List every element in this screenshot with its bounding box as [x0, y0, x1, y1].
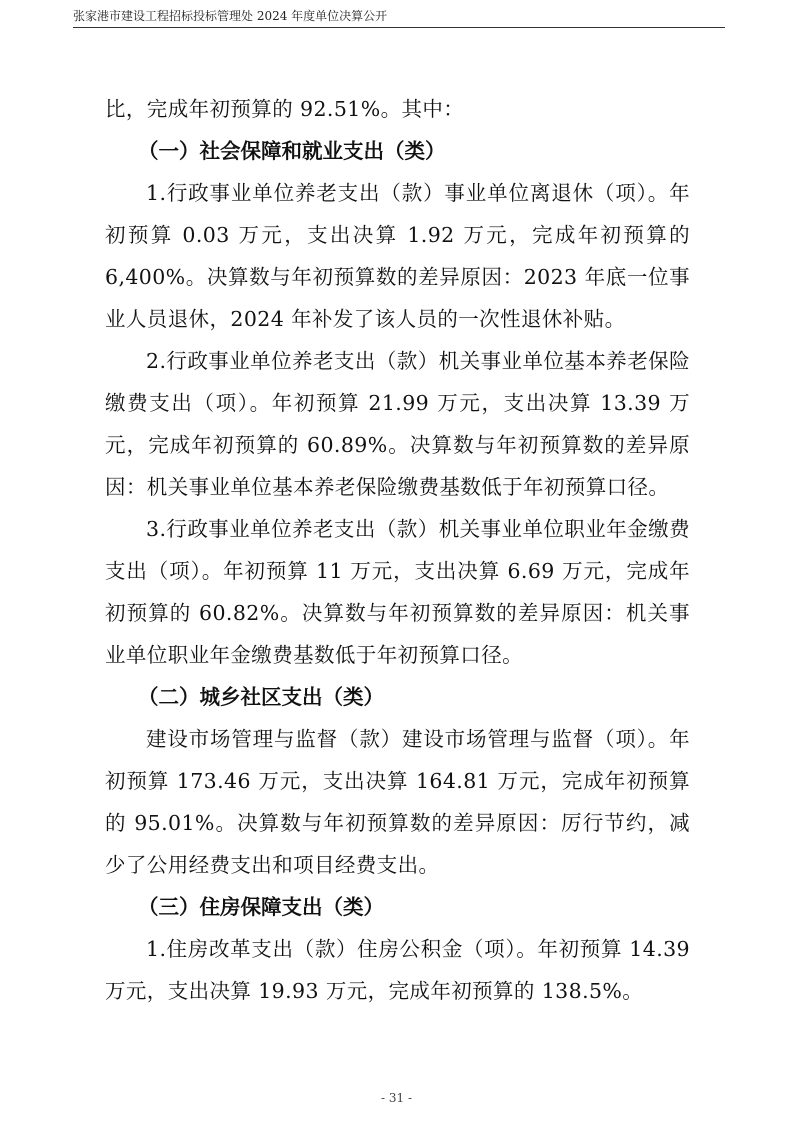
paragraph-retirement: 1.行政事业单位养老支出（款）事业单位离退休（项）。年初预算 0.03 万元，支出决算 1.92 万元，完成年初预算的 6,400%。决算数与年初预算数的差异原因：2023 年底一位事业人员退休，2024 年补发了该人员的一次性退休补贴。 — [105, 181, 690, 331]
section-heading-housing: （三）住房保障支出（类） — [138, 895, 384, 919]
paragraph-market-supervision: 建设市场管理与监督（款）建设市场管理与监督（项）。年初预算 173.46 万元，支出决算 164.81 万元，完成年初预算的 95.01%。决算数与年初预算数的差异原因：厉行节约，减少了公用经费支出和项目经费支出。 — [105, 727, 690, 877]
paragraph-continuation: 比，完成年初预算的 92.51%。其中： — [105, 97, 465, 121]
paragraph-housing-fund: 1.住房改革支出（款）住房公积金（项）。年初预算 14.39 万元，支出决算 19.93 万元，完成年初预算的 138.5%。 — [105, 937, 690, 1003]
paragraph-occupational-annuity: 3.行政事业单位养老支出（款）机关事业单位职业年金缴费支出（项）。年初预算 11 万元，支出决算 6.69 万元，完成年初预算的 60.82%。决算数与年初预算数的差异原因：机关事业单位职业年金缴费基数低于年初预算口径。 — [105, 517, 690, 667]
paragraph-basic-pension: 2.行政事业单位养老支出（款）机关事业单位基本养老保险缴费支出（项）。年初预算 21.99 万元，支出决算 13.39 万元，完成年初预算的 60.89%。决算数与年初预算数的差异原因：机关事业单位基本养老保险缴费基数低于年初预算口径。 — [105, 349, 690, 499]
section-heading-urban-rural: （二）城乡社区支出（类） — [138, 685, 384, 709]
page-number: - 31 - — [380, 1091, 412, 1105]
section-heading-social-security: （一）社会保障和就业支出（类） — [138, 139, 446, 163]
page-header: 张家港市建设工程招标投标管理处 2024 年度单位决算公开 — [73, 8, 725, 28]
document-body — [105, 88, 690, 1012]
